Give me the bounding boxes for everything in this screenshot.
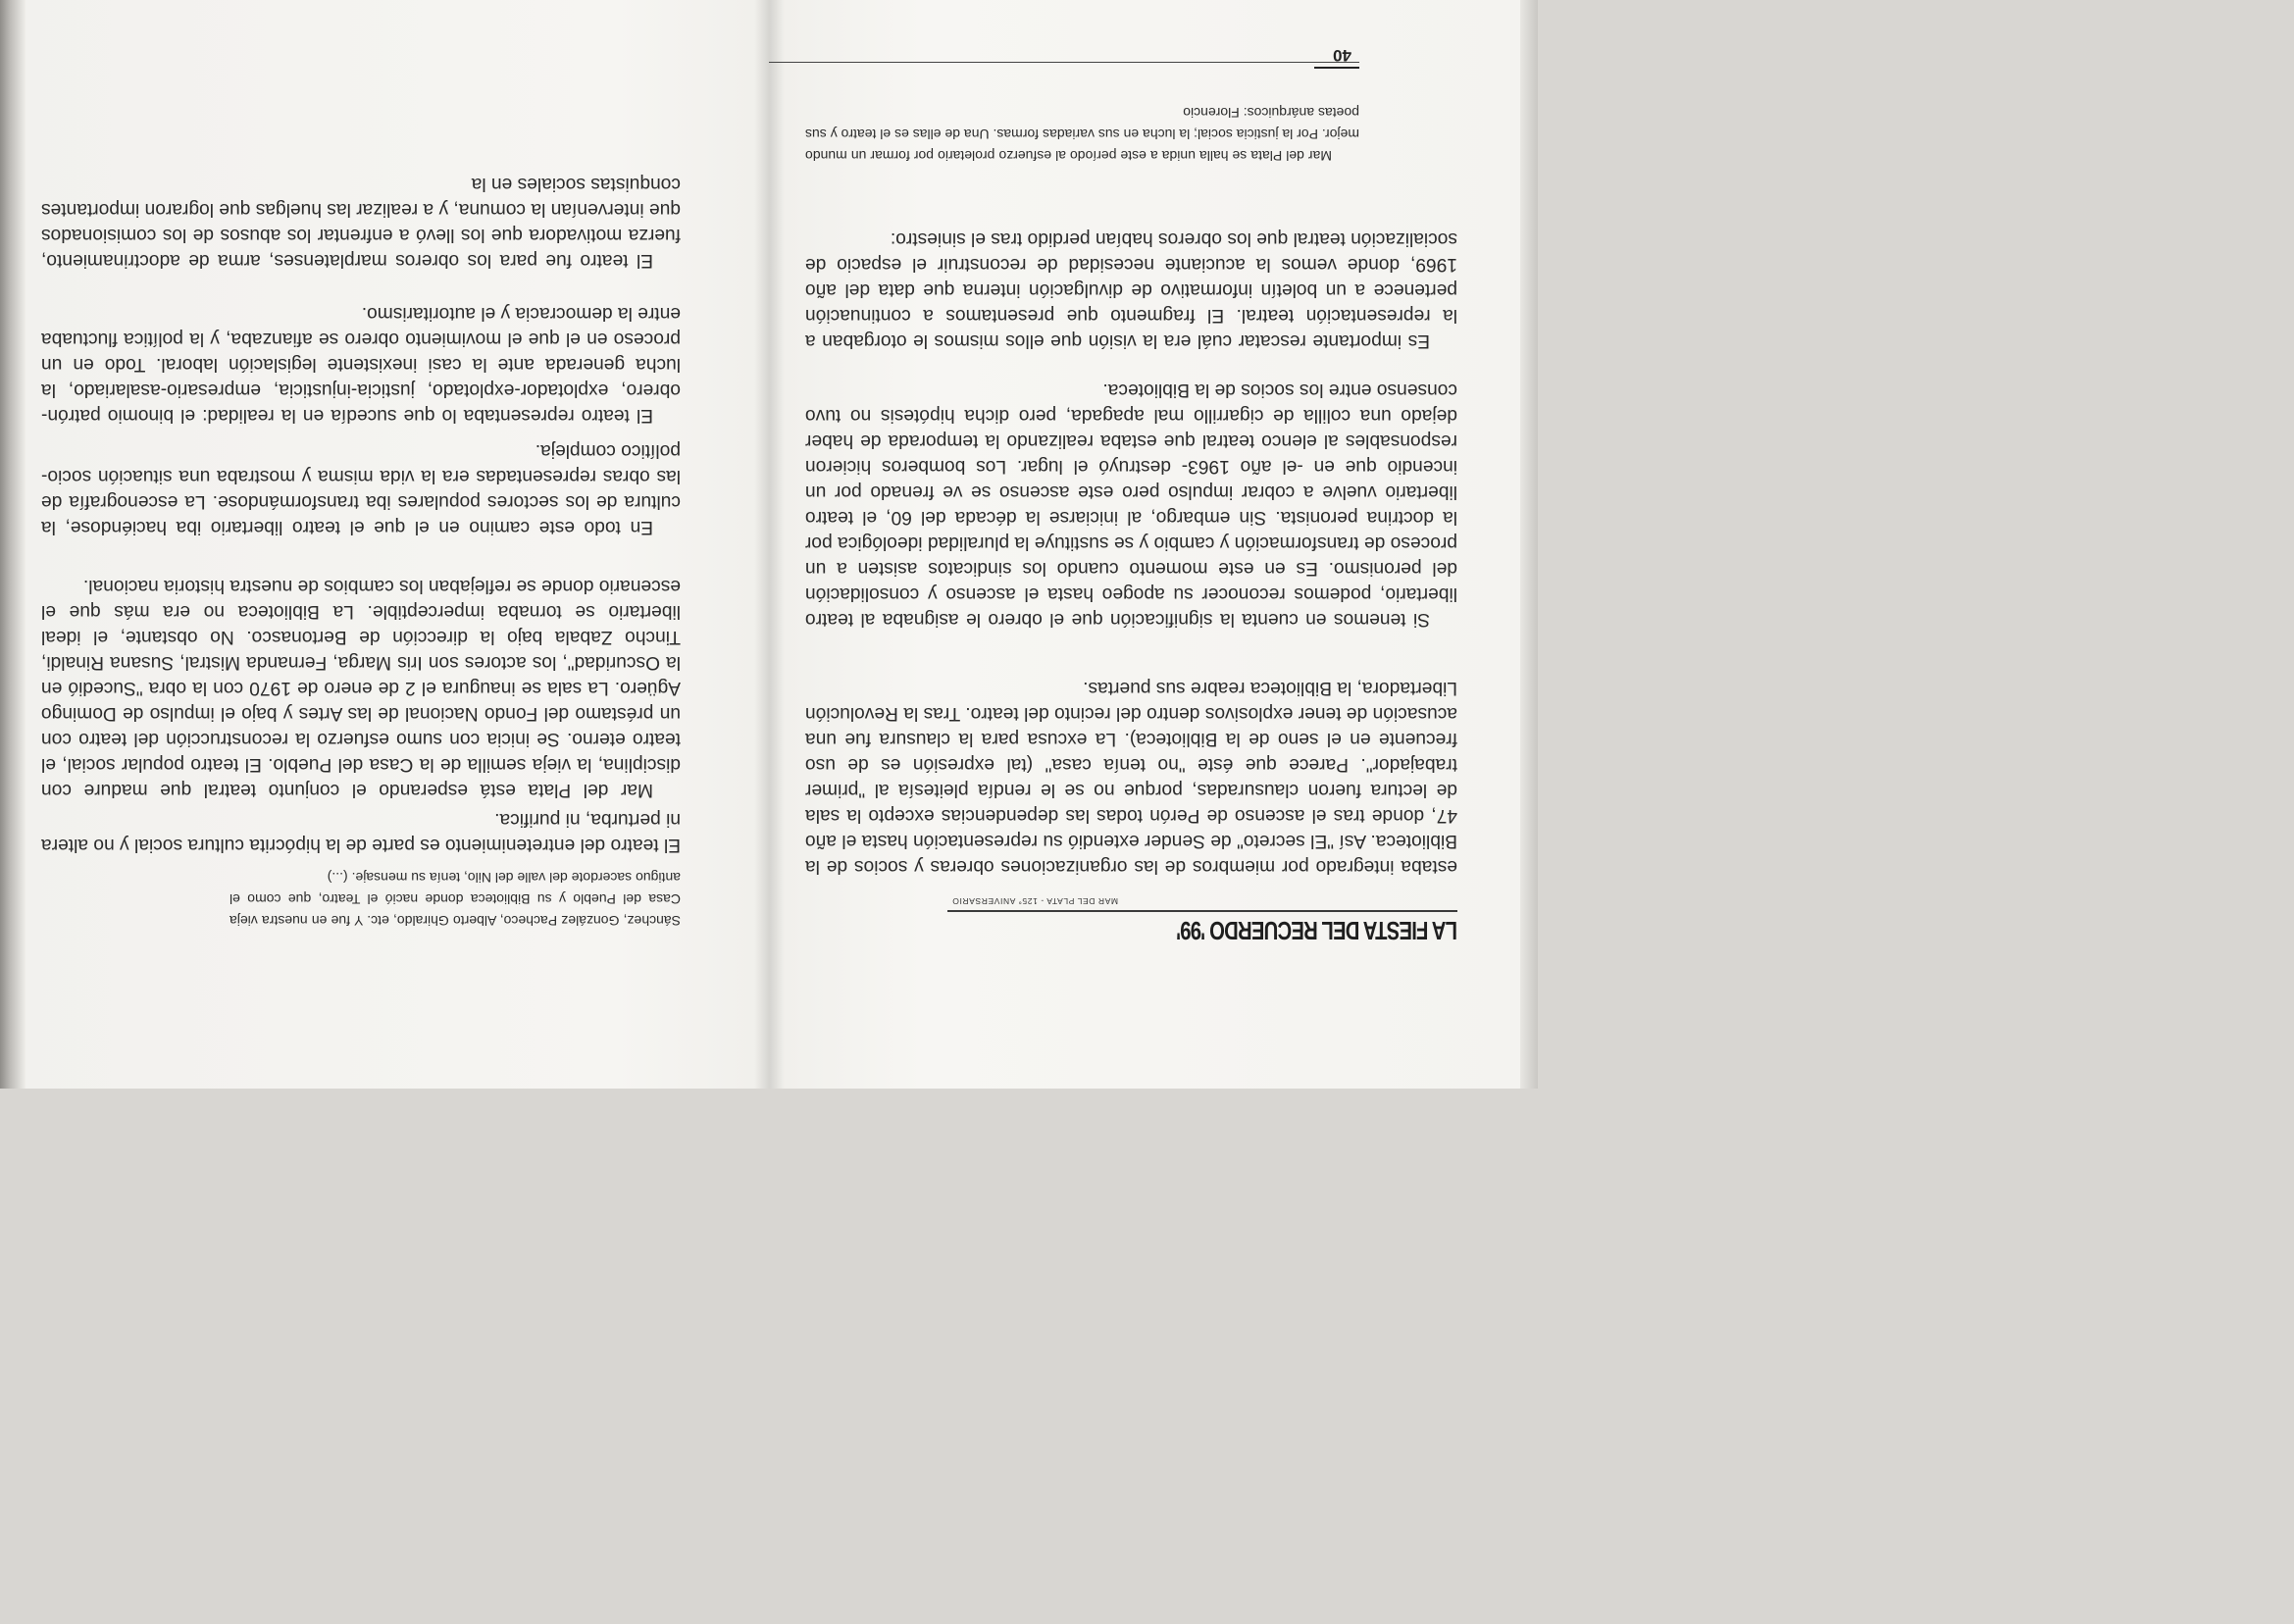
paragraph: En todo este camino en el que el teatro libertario iba haciéndose, la cultura de los sectores populares iba transformándose. La escenografía de las obras representadas era la vida misma y mostraba una situación socio-político compleja. [41,440,681,537]
quote-paragraph: Sánchez, González Pacheco, Alberto Ghiraldo, etc. Y fue en nuestra vieja Casa del Pueblo y su Biblioteca donde nació el Teatro, que como el antiguo sacerdote del valle del Nilo, tenía su mensaje. (...) [229,870,681,929]
paragraph: Mar del Plata está esperando el conjunto teatral que madure con disciplina, la vieja semilla de la Casa del Pueblo. El teatro popular social, el teatro eterno. Se inicia con sumo esfuerzo la reconstrucción del teatro con un préstamo del Fondo Nacional de las Artes y bajo el impulso de Domingo Agüero. La sala se inaugura el 2 de enero de 1970 con la obra "Sucedió en la Oscuridad", los actores son Iris Marga, Fernanda Mistral, Susana Rinaldi, Tincho Zabala bajo la dirección de Bertonasco. No obstante, el ideal libertario se tornaba imperceptible. La Biblioteca no era más que el escenario donde se reflejaban los cambios de nuestra historia nacional. [41,576,681,800]
paragraph: Es importante rescatar cuál era la visión que ellos mismos le otorgaban a la representación teatral. El fragmento que presentamos a continuación pertenece a un boletín informativo de divulgación interna que data del año 1969, donde vemos la acuciante necesidad de reconstruir el espacio de socialización teatral que los obreros habían perdido tras el siniestro: [805,228,1457,351]
book-spine-shadow [755,0,785,1089]
page-number: 40 [1333,46,1351,65]
footer-rule [769,62,1359,63]
page-number-rule [1314,67,1359,69]
magazine-title: LA FIESTA DEL RECUERDO '99' [1176,916,1457,945]
header-rule [947,910,1457,912]
quote-paragraph: El teatro del entretenimiento es parte de la hipócrita cultura social y no altera ni perturba, ni purifica. [41,809,681,855]
left-page [792,0,1479,1089]
paragraph: estaba integrado por miembros de las organizaciones obreras y socios de la Biblioteca. Así "El secreto" de Sender extendió su representación hasta el año 47, donde tras el ascenso de Perón todas las dependencias excepto la sala de lectura fueron clausuradas, porque no se le rendía pleitesía al "primer trabajador". Parece que éste "no tenía casa" (tal expresión es de uso frecuente en el seno de la Biblioteca). La excusa para la clausura fue una acusación de tener explosivos dentro del recinto del teatro. Tras la Revolución Libertadora, la Biblioteca reabre sus puertas. [805,678,1457,877]
paragraph: Si tenemos en cuenta la significación que el obrero le asignaba al teatro libertario, podemos reconocer su apogeo hasta el ascenso y consolidación del peronismo. Es en este momento cuando los sindicatos asisten a un proceso de transformación y cambio y se sustituye la pluralidad ideológica por la doctrina peronista. Sin embargo, al iniciarse la década del 60, el teatro libertario vuelve a cobrar impulso pero este ascenso se ve frenado por un incendio que en -el año 1963- destruyó el lugar. Los bomberos hicieron responsables al elenco teatral que estaba realizando la temporada de haber dejado una colilla de cigarrillo mal apagada, pero dicha hipótesis no tuvo consenso entre los socios de la Biblioteca. [805,380,1457,630]
magazine-subtitle: MAR DEL PLATA - 125° ANIVERSARIO [951,896,1118,906]
book-page-edge [0,0,25,1089]
paragraph: El teatro fue para los obreros marplatenses, arma de adoctrinamiento, fuerza motivadora que los llevó a enfrentar los abusos de los comisionados que intervenían la comuna, y a realizar las huelgas que lograron importantes conquistas sociales en la [41,174,681,271]
scan-edge-shadow [1520,0,1538,1089]
page-header [947,887,1457,945]
scanned-book-spread [0,0,1538,1089]
paragraph: El teatro representaba lo que sucedía en la realidad: el binomio patrón-obrero, explotador-explotado, justicia-injusticia, empresario-asalariado, la lucha generada ante la casi inexistente legislación laboral. Todo en un proceso en el que el movimiento obrero se afianzaba, y la política fluctuaba entre la democracia y el autoritarismo. [41,303,681,426]
quote-paragraph: Mar del Plata se halla unida a este período al esfuerzo proletario por formar un mundo mejor. Por la justicia social; la lucha en sus variadas formas. Una de ellas es el teatro y sus poetas anárquicos: Florencio [805,105,1359,164]
right-page [41,0,739,1089]
